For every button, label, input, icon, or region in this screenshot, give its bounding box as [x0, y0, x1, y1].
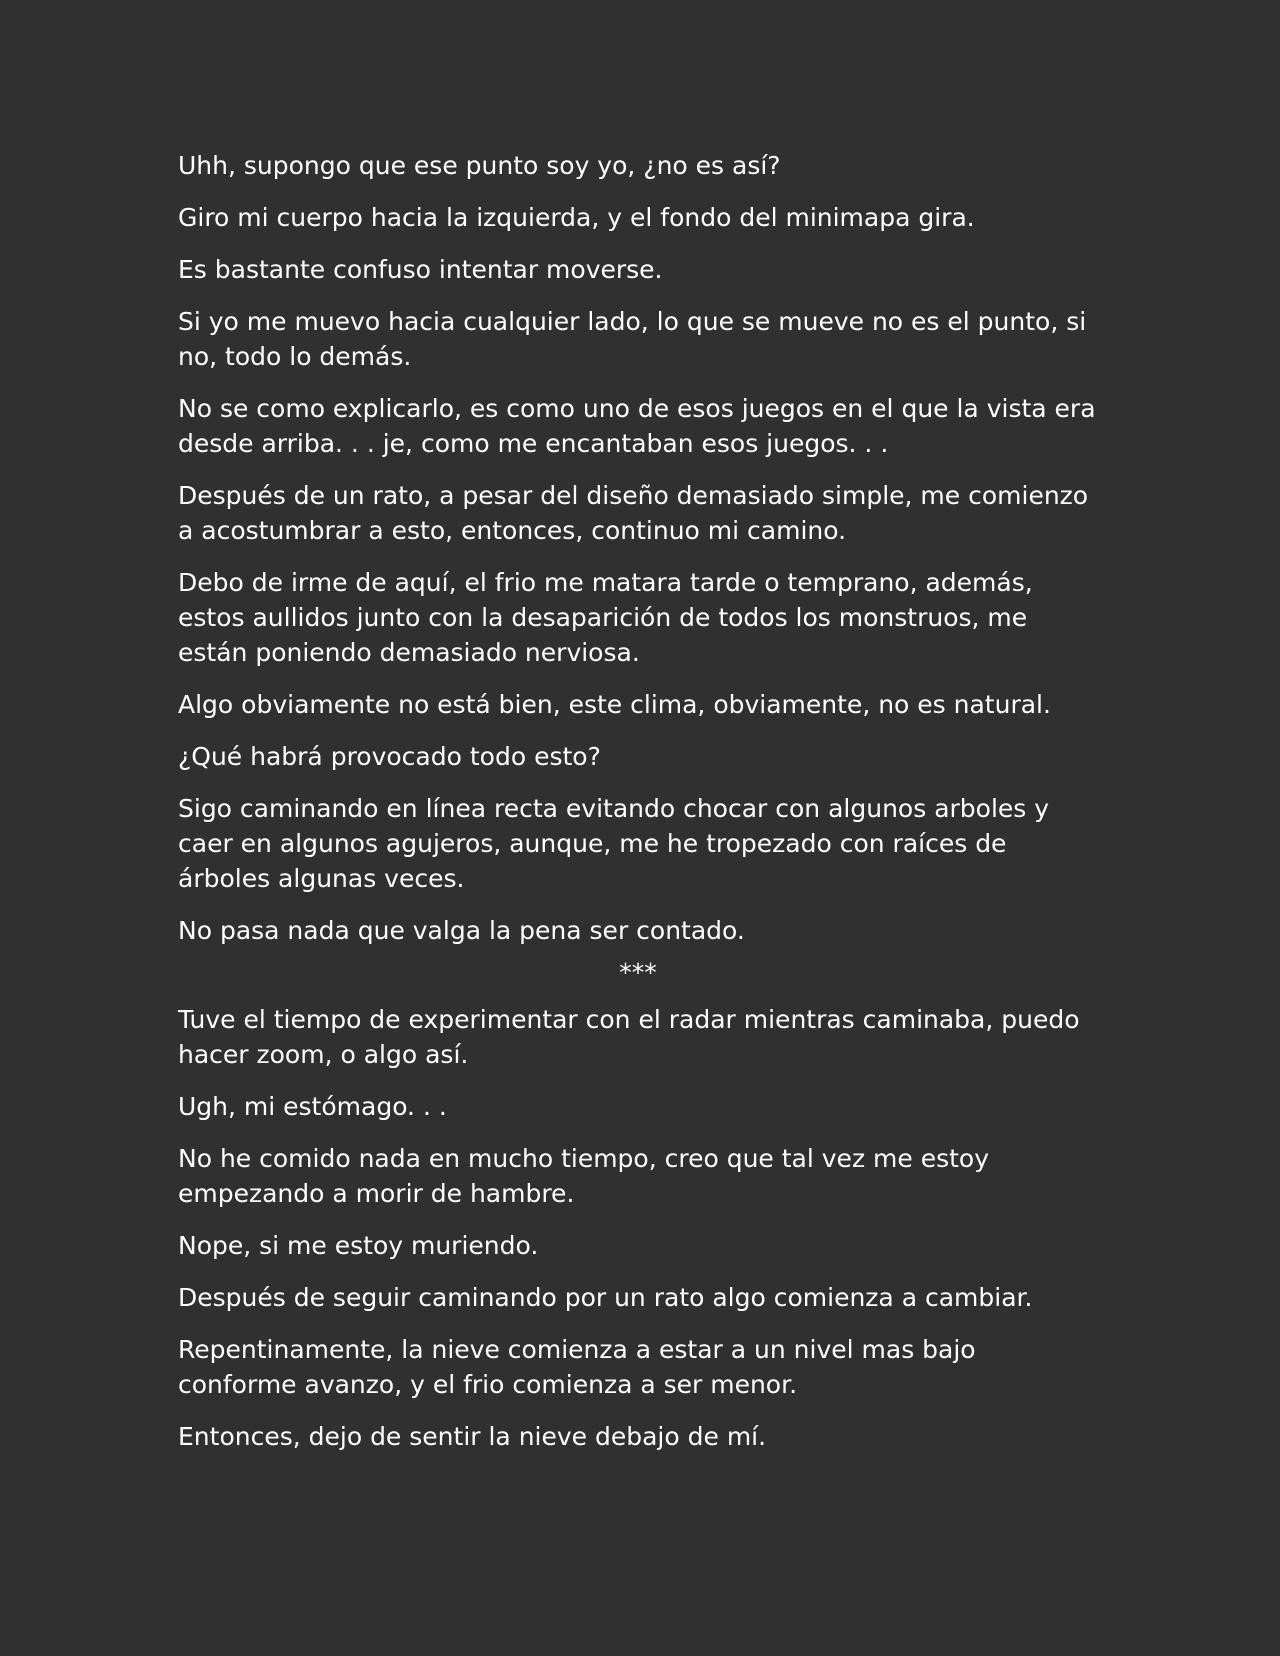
paragraph: No pasa nada que valga la pena ser contado. — [178, 916, 745, 945]
paragraph: No he comido nada en mucho tiempo, creo que tal vez me estoy empezando a morir de hambre. — [178, 1144, 989, 1208]
paragraph: ¿Qué habrá provocado todo esto? — [178, 742, 601, 771]
reader-page — [178, 148, 1098, 1471]
paragraph: Si yo me muevo hacia cualquier lado, lo que se mueve no es el punto, si no, todo lo demás. — [178, 307, 1087, 371]
scene-separator: *** — [619, 958, 657, 987]
paragraph: Giro mi cuerpo hacia la izquierda, y el fondo del minimapa gira. — [178, 203, 975, 232]
paragraph: No se como explicarlo, es como uno de esos juegos en el que la vista era desde arriba. . . je, como me encantaban esos juegos. . . — [178, 394, 1096, 458]
paragraph: Después de seguir caminando por un rato algo comienza a cambiar. — [178, 1283, 1033, 1312]
paragraph: Después de un rato, a pesar del diseño demasiado simple, me comienzo a acostumbrar a esto, entonces, continuo mi camino. — [178, 481, 1089, 545]
paragraph: Es bastante confuso intentar moverse. — [178, 255, 663, 284]
paragraph: Tuve el tiempo de experimentar con el radar mientras caminaba, puedo hacer zoom, o algo así. — [178, 1005, 1080, 1069]
paragraph: Ugh, mi estómago. . . — [178, 1092, 447, 1121]
paragraph: Sigo caminando en línea recta evitando chocar con algunos arboles y caer en algunos agujeros, aunque, me he tropezado con raíces de árboles algunas veces. — [178, 794, 1050, 893]
paragraph: Entonces, dejo de sentir la nieve debajo de mí. — [178, 1422, 767, 1451]
paragraph: Algo obviamente no está bien, este clima, obviamente, no es natural. — [178, 690, 1051, 719]
paragraph: Nope, si me estoy muriendo. — [178, 1231, 539, 1260]
paragraph: Uhh, supongo que ese punto soy yo, ¿no es así? — [178, 151, 781, 180]
paragraph: Debo de irme de aquí, el frio me matara tarde o temprano, además, estos aullidos junto con la desaparición de todos los monstruos, me están poniendo demasiado nerviosa. — [178, 568, 1033, 667]
paragraph: Repentinamente, la nieve comienza a estar a un nivel mas bajo conforme avanzo, y el frio comienza a ser menor. — [178, 1335, 976, 1399]
